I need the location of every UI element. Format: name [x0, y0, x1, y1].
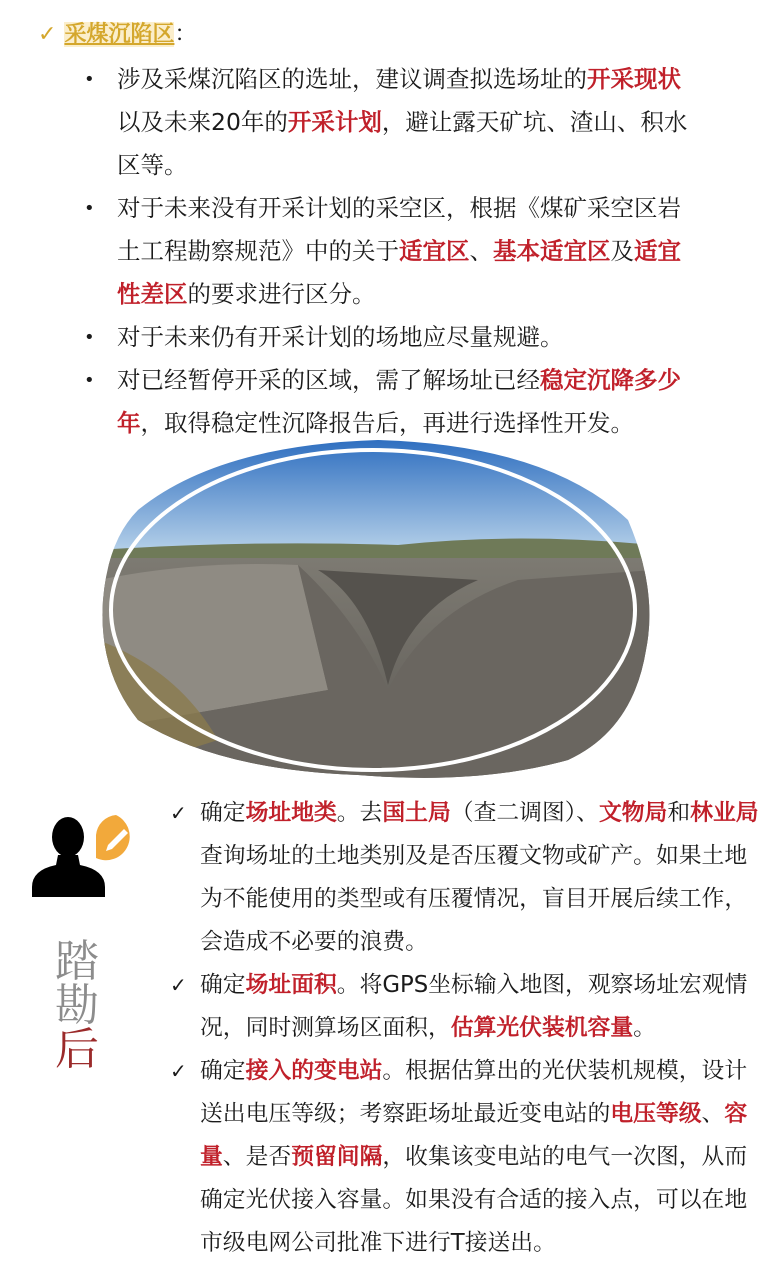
list-item [80, 187, 702, 316]
highlight-text: 文物局 [598, 800, 668, 826]
body-text: 。根据估算出的光伏装机规模，设计送出电压等级；考察距场址最近变电站的 [200, 1058, 748, 1127]
body-text: 以及未来20年的 [117, 108, 288, 136]
highlight-text: 场址面积 [245, 972, 337, 998]
highlight-text: 基本适宜区 [493, 237, 611, 265]
body-text: 。将GPS坐标输入地图，观察场址宏观情况，同时测算场区面积， [200, 972, 748, 1041]
list-item [168, 964, 760, 1050]
person-icon [30, 815, 145, 904]
body-text: 、 [469, 237, 493, 265]
section-heading [38, 18, 196, 52]
subsidence-bullet-list [80, 58, 700, 445]
highlight-text: 稳定沉降多少年 [117, 366, 681, 437]
highlight-text: 国土局 [382, 800, 451, 826]
body-text: 对已经暂停开采的区域，需了解场址已经 [117, 366, 540, 394]
body-text: 对于未来仍有开采计划的场地应尽量规避。 [117, 323, 564, 351]
highlight-text: 适宜区 [399, 237, 470, 265]
highlight-text: 容量 [200, 1101, 748, 1170]
sky [98, 440, 653, 555]
check-icon: ✓ [170, 1059, 187, 1083]
highlight-text: 适宜性差区 [117, 237, 681, 308]
highlight-text: 电压等级 [610, 1101, 702, 1127]
body-text: 及 [610, 237, 634, 265]
body-text: 的要求进行区分。 [187, 280, 376, 308]
highlight-text: 估算光伏装机容量 [450, 1015, 634, 1041]
list-item [168, 1050, 760, 1265]
side-label-char: 勘 [55, 980, 99, 1031]
body-text: 确定 [200, 1058, 246, 1084]
body-text: 和 [667, 800, 691, 826]
check-icon: ✓ [38, 22, 57, 47]
list-item [168, 792, 760, 964]
body-text: 涉及采煤沉陷区的选址，建议调查拟选场址的 [117, 65, 587, 93]
side-label-char: 踏 [55, 936, 99, 987]
title-colon: ： [174, 22, 197, 47]
highlight-text: 预留间隔 [291, 1144, 383, 1170]
check-icon: ✓ [170, 973, 187, 997]
check-icon: ✓ [170, 801, 187, 825]
body-text: 确定 [200, 800, 246, 826]
highlight-text: 接入的变电站 [245, 1058, 383, 1084]
list-item [80, 359, 702, 445]
highlight-text: 开采现状 [587, 65, 681, 93]
body-text: 对于未来没有开采计划的采空区，根据《煤矿采空区岩土工程勘察规范》中的关于 [117, 194, 681, 265]
body-text: ，避让露天矿坑、渣山、积水区等。 [117, 108, 688, 179]
body-text: （查二调图）、 [450, 800, 599, 826]
body-text: ，收集该变电站的电气一次图，从而确定光伏接入容量。如果没有合适的接入点，可以在地市级电网公司批准下进行T接送出。 [200, 1144, 748, 1256]
survey-checklist [168, 792, 763, 1265]
side-label-after-survey [52, 936, 102, 1075]
pencil-icon [96, 815, 130, 860]
highlight-text: 场址地类 [245, 800, 337, 826]
body-text: 。 [633, 1015, 656, 1041]
body-text: ，取得稳定性沉降报告后，再进行选择性开发。 [140, 409, 634, 437]
mining-pit-photo [98, 440, 653, 778]
highlight-text: 林业局 [690, 800, 759, 826]
side-label-char: 后 [55, 1024, 99, 1075]
body-text: 、 [701, 1101, 725, 1127]
body-text: 确定 [200, 972, 246, 998]
highlight-text: 开采计划 [287, 108, 382, 136]
body-text: 查询场址的土地类别及是否压覆文物或矿产。如果土地为不能使用的类型或有压覆情况，盲目开展后续工作，会造成不必要的浪费。 [200, 843, 748, 955]
list-item [80, 316, 702, 359]
body-text: 、是否 [222, 1144, 292, 1170]
list-item [80, 58, 702, 187]
body-text: 。去 [336, 800, 383, 826]
section-title: 采煤沉陷区 [64, 22, 175, 47]
